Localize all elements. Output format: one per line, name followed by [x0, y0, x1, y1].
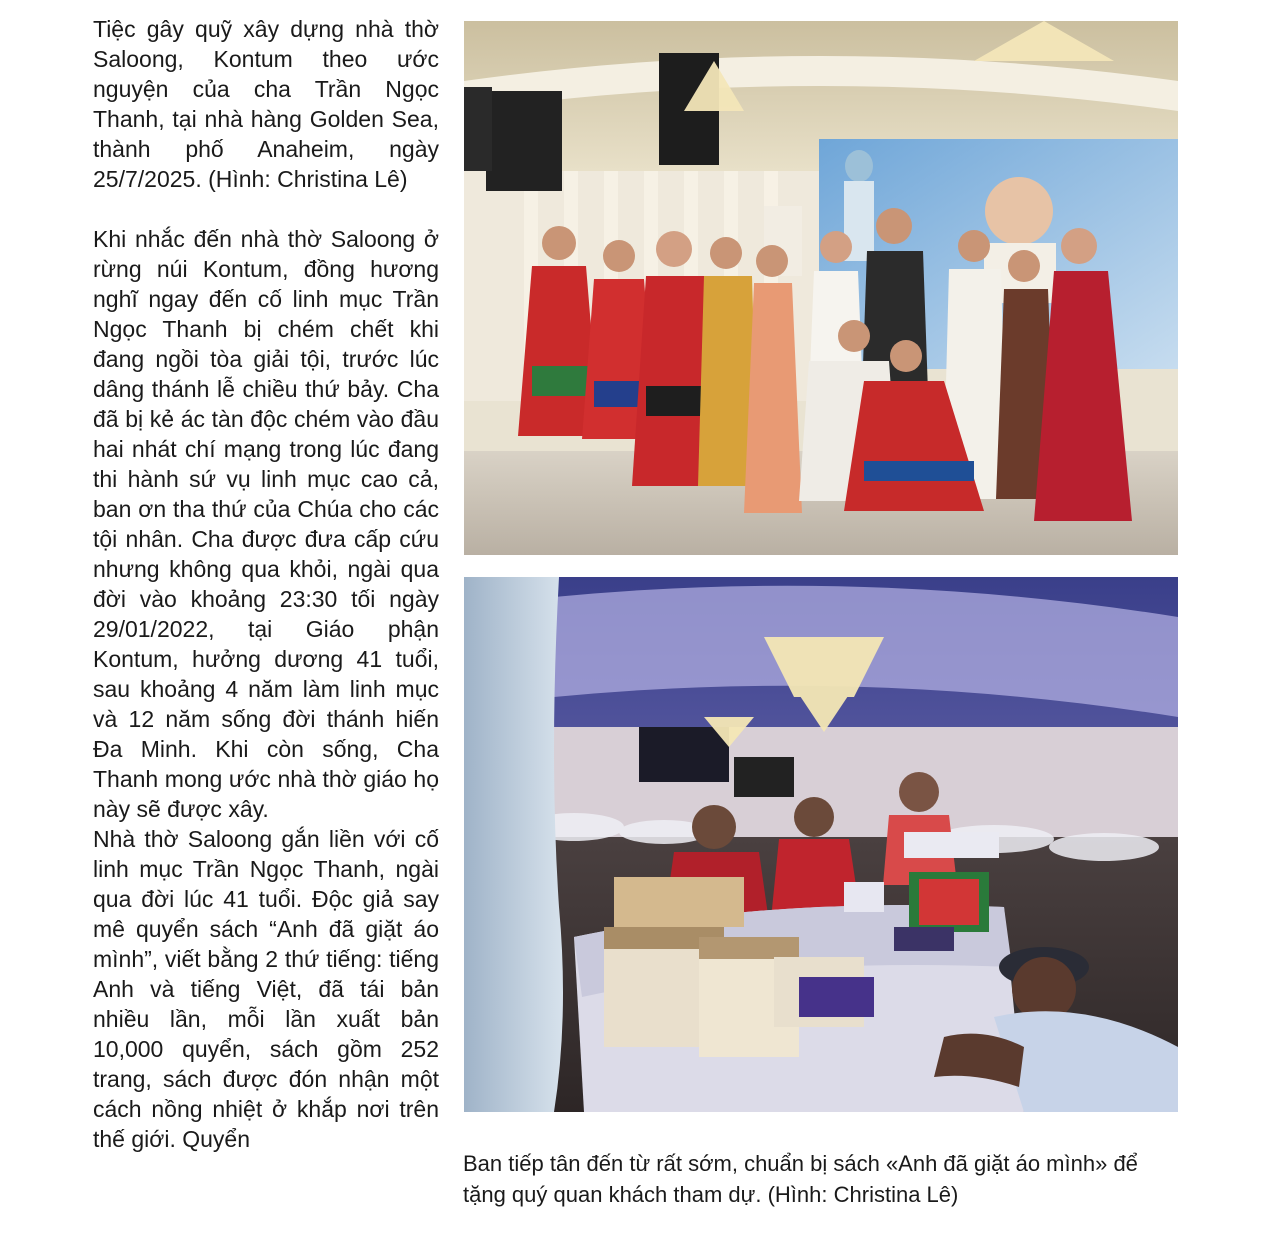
- top-photo-caption: Tiệc gây quỹ xây dựng nhà thờ Saloong, Kontum theo ước nguyện của cha Trần Ngọc Thanh, tại nhà hàng Golden Sea, thành phố Anaheim, ngày 25/7/2025. (Hình: Christina Lê): [93, 16, 439, 192]
- reception-table-illustration: [464, 577, 1178, 1112]
- group-photo-illustration: [464, 21, 1178, 555]
- article-paragraph-1: Khi nhắc đến nhà thờ Saloong ở rừng núi Kontum, đồng hương nghĩ ngay đến cố linh mục Trần Ngọc Thanh bị chém chết khi đang ngồi tòa giải tội, trước lúc dâng thánh lễ chiều thứ bảy. Cha đã bị kẻ ác tàn độc chém vào đầu hai nhát chí mạng trong lúc đang thi hành sứ vụ linh mục cao cả, ban ơn tha thứ của Chúa cho các tội nhân. Cha được đưa cấp cứu nhưng không qua khỏi, ngài qua đời vào khoảng 23:30 tối ngày 29/01/2022, tại Giáo phận Kontum, hưởng dương 41 tuổi, sau khoảng 4 năm làm linh mục và 12 năm sống đời thánh hiến Đa Minh. Khi còn sống, Cha Thanh mong ước nhà thờ giáo họ này sẽ được xây.: [93, 226, 439, 822]
- group-photo: [464, 21, 1178, 555]
- reception-table-photo: [464, 577, 1178, 1112]
- bottom-photo-caption: Ban tiếp tân đến từ rất sớm, chuẩn bị sách «Anh đã giặt áo mình» để tặng quý quan khách tham dự. (Hình: Christina Lê): [463, 1151, 1138, 1207]
- article-text-column: [93, 14, 439, 1154]
- article-paragraph-2: Nhà thờ Saloong gắn liền với cố linh mục Trần Ngọc Thanh, ngài qua đời lúc 41 tuổi. Độc giả say mê quyển sách “Anh đã giặt áo mình”, viết bằng 2 thứ tiếng: tiếng Anh và tiếng Việt, đã tái bản nhiều lần, mỗi lần xuất bản 10,000 quyển, sách gồm 252 trang, sách được đón nhận một cách nồng nhiệt ở khắp nơi trên thế giới. Quyển: [93, 826, 439, 1152]
